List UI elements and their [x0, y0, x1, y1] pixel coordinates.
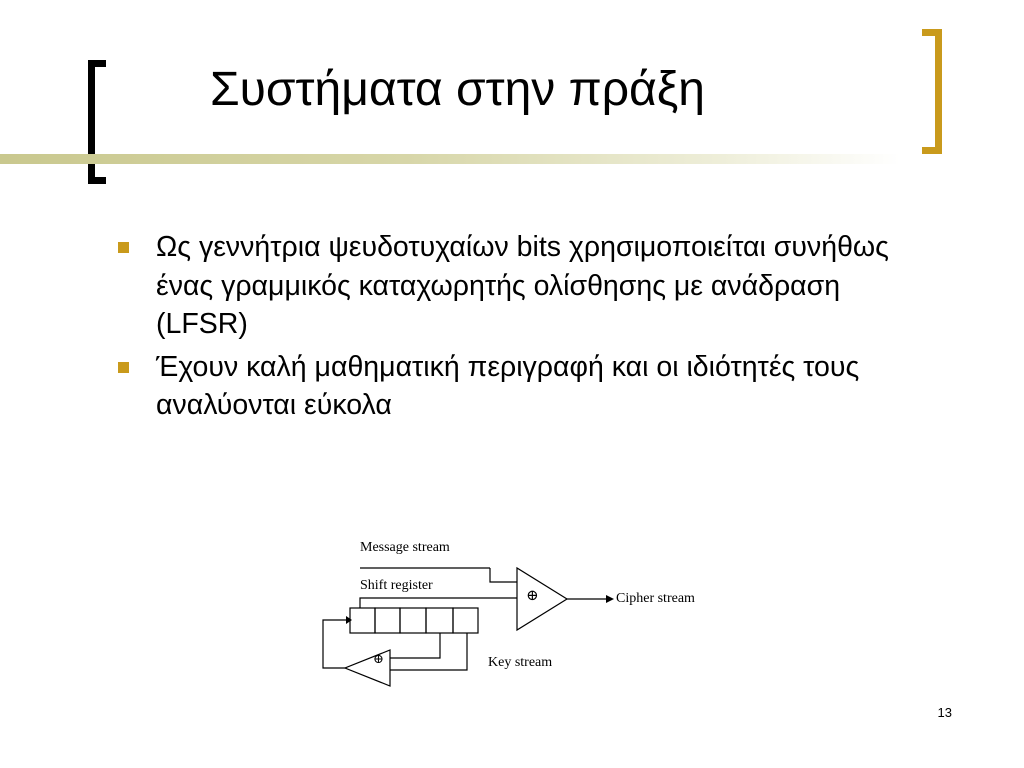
shift-register-label: Shift register — [360, 578, 433, 593]
message-stream-label: Message stream — [360, 540, 450, 555]
xor-symbol-main: ⊕ — [526, 588, 539, 604]
lfsr-diagram — [310, 530, 730, 690]
shift-register-cell — [400, 608, 426, 633]
xor-symbol-feedback: ⊕ — [373, 651, 384, 666]
slide-title: Συστήματα στην πράξη — [210, 63, 705, 116]
message-to-xor-line — [490, 568, 517, 582]
right-bracket-decoration — [922, 29, 942, 154]
key-stream-label: Key stream — [488, 655, 553, 670]
shift-register-cell — [453, 608, 478, 633]
arrow-to-register — [346, 616, 352, 624]
left-bracket-decoration — [88, 60, 106, 184]
register-to-xor-line — [360, 598, 517, 608]
bullet-list — [118, 228, 938, 429]
feedback-line — [323, 620, 350, 668]
cipher-stream-label: Cipher stream — [616, 591, 695, 606]
bullet-item — [118, 348, 938, 425]
bullet-text: Έχουν καλή μαθηματική περιγραφή και οι ιδιότητές τους αναλύονται εύκολα — [156, 350, 860, 421]
slide-number: 13 — [937, 705, 952, 720]
tap-line — [390, 633, 467, 670]
arrow-to-cipher — [606, 595, 614, 603]
shift-register-cell — [426, 608, 453, 633]
bullet-text: Ως γεννήτρια ψευδοτυχαίων bits χρησιμοποιείται συνήθως ένας γραμμικός καταχωρητής ολίσθησης με ανάδραση (LFSR) — [156, 231, 889, 340]
square-bullet-icon — [118, 242, 129, 253]
shift-register-cell — [375, 608, 400, 633]
bullet-item — [118, 228, 938, 344]
tap-line — [390, 633, 440, 658]
xor-gate-main — [517, 568, 567, 630]
square-bullet-icon — [118, 362, 129, 373]
title-underline-bar — [0, 154, 900, 164]
shift-register-cell — [350, 608, 375, 633]
